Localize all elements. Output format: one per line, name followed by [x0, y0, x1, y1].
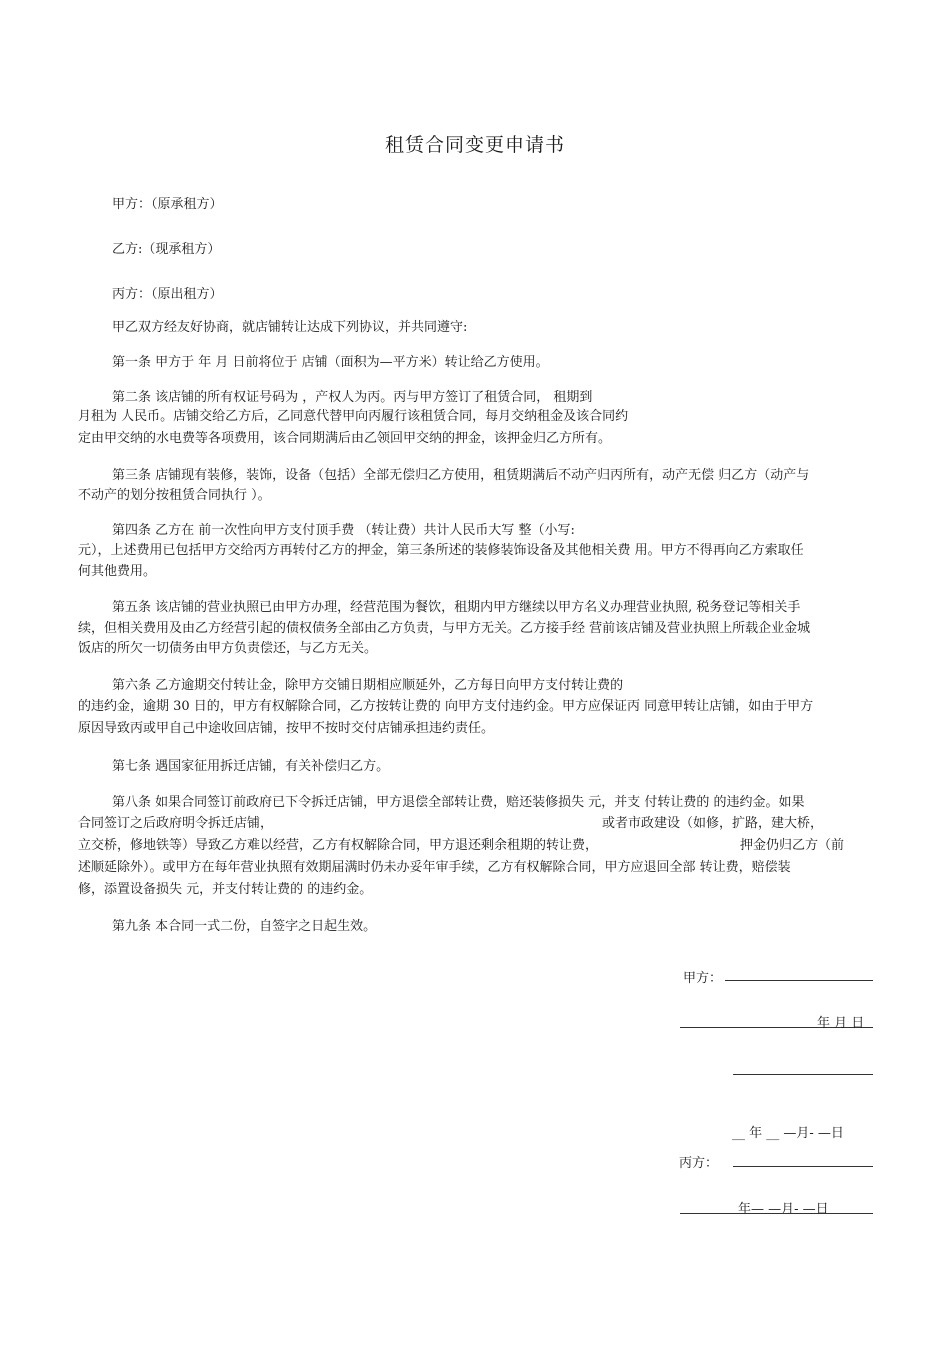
article-4-line: 元），上述费用已包括甲方交给丙方再转付乙方的押金，第三条所述的装修装饰设备及其他相关费 用。甲方不得再向乙方索取任 [78, 543, 804, 558]
article-6-line: 原因导致丙或甲自己中途收回店铺，按甲不按时交付店铺承担违约责任。 [78, 721, 495, 736]
article-3-line: 第三条 店铺现有装修，装饰，设备（包括）全部无偿归乙方使用，租赁期满后不动产归丙所有，动产无偿 归乙方（动产与 [112, 468, 810, 483]
article-3-line: 不动产的划分按租赁合同执行 ）。 [78, 488, 271, 503]
document-title: 租赁合同变更申请书 [384, 134, 565, 156]
party-a-signature-label: 甲方： [683, 971, 723, 986]
party-c-signature-line [733, 1166, 873, 1167]
party-c-line: 丙方：（原出租方） [112, 287, 223, 302]
article-9: 第九条 本合同一式二份，自签字之日起生效。 [112, 919, 377, 934]
date-text: 年 月 日 [817, 1016, 865, 1031]
article-4-line: 何其他费用。 [78, 564, 157, 579]
article-4-line: 第四条 乙方在 前一次性向甲方支付顶手费 （转让费）共计人民币大写 整（小写: [112, 523, 575, 538]
article-6-line: 的违约金，逾期 30 日的，甲方有权解除合同，乙方按转让费的 向甲方支付违约金。甲方应保证丙 同意甲转让店铺，如由于甲方 [78, 699, 814, 714]
party-c-signature-label: 丙方： [679, 1156, 719, 1171]
article-2-line: 第二条 该店铺的所有权证号码为 ，产权人为丙。丙与甲方签订了租赁合同， 租期到 [112, 390, 593, 405]
article-5-line: 续，但相关费用及由乙方经营引起的债权债务全部由乙方负责，与甲方无关。乙方接手经 营前该店铺及营业执照上所载企业金城 [78, 621, 811, 636]
article-8-line: 述顺延除外）。或甲方在每年营业执照有效期届满时仍未办妥年审手续，乙方有权解除合同，甲方应退回全部 转让费，赔偿装 [78, 860, 791, 875]
article-1: 第一条 甲方于 年 月 日前将位于 店铺（面积为—平方米）转让给乙方使用。 [112, 355, 549, 370]
party-a-signature-line [725, 980, 873, 981]
intro-paragraph: 甲乙双方经友好协商，就店铺转让达成下列协议，并共同遵守: [112, 320, 468, 335]
article-8-line: 修，添置设备损失 元，并支付转让费的 的违约金。 [78, 882, 373, 897]
party-b-signature-line [733, 1074, 873, 1075]
article-8-line: 或者市政建设（如修，扩路，建大桥， [602, 816, 824, 831]
party-a-line: 甲方：（原承租方） [112, 197, 223, 212]
article-8-line: 立交桥，修地铁等）导致乙方难以经营，乙方有权解除合同，甲方退还剩余租期的转让费， [78, 838, 599, 853]
date-text: 年— —月- —日 [738, 1202, 829, 1217]
date-line [680, 1213, 873, 1214]
article-6-line: 第六条 乙方逾期交付转让金，除甲方交铺日期相应顺延外，乙方每日向甲方支付转让费的 [112, 678, 624, 693]
party-b-line: 乙方:（现承租方） [112, 242, 221, 257]
article-5-line: 第五条 该店铺的营业执照已由甲方办理，经营范围为餐饮，租期内甲方继续以甲方名义办理营业执照, 税务登记等相关手 [112, 600, 801, 615]
article-2-line: 月租为 人民币。店铺交给乙方后，乙同意代替甲向丙履行该租赁合同，每月交纳租金及该合同约 [78, 409, 629, 424]
date-text: __ 年 __ —月- —日 [732, 1126, 844, 1141]
article-5-line: 饭店的所欠一切债务由甲方负责偿还，与乙方无关。 [78, 641, 378, 656]
article-2-line: 定由甲交纳的水电费等各项费用，该合同期满后由乙领回甲交纳的押金，该押金归乙方所有。 [78, 431, 612, 446]
article-8-line: 第八条 如果合同签订前政府已下令拆迁店铺，甲方退偿全部转让费，赔还装修损失 元，并支 付转让费的 的违约金。如果 [112, 795, 805, 810]
article-8-line: 合同签订之后政府明令拆迁店铺， [78, 816, 274, 831]
article-8-line: 押金仍归乙方（前 [740, 838, 845, 853]
article-7: 第七条 遇国家征用拆迁店铺，有关补偿归乙方。 [112, 759, 390, 774]
